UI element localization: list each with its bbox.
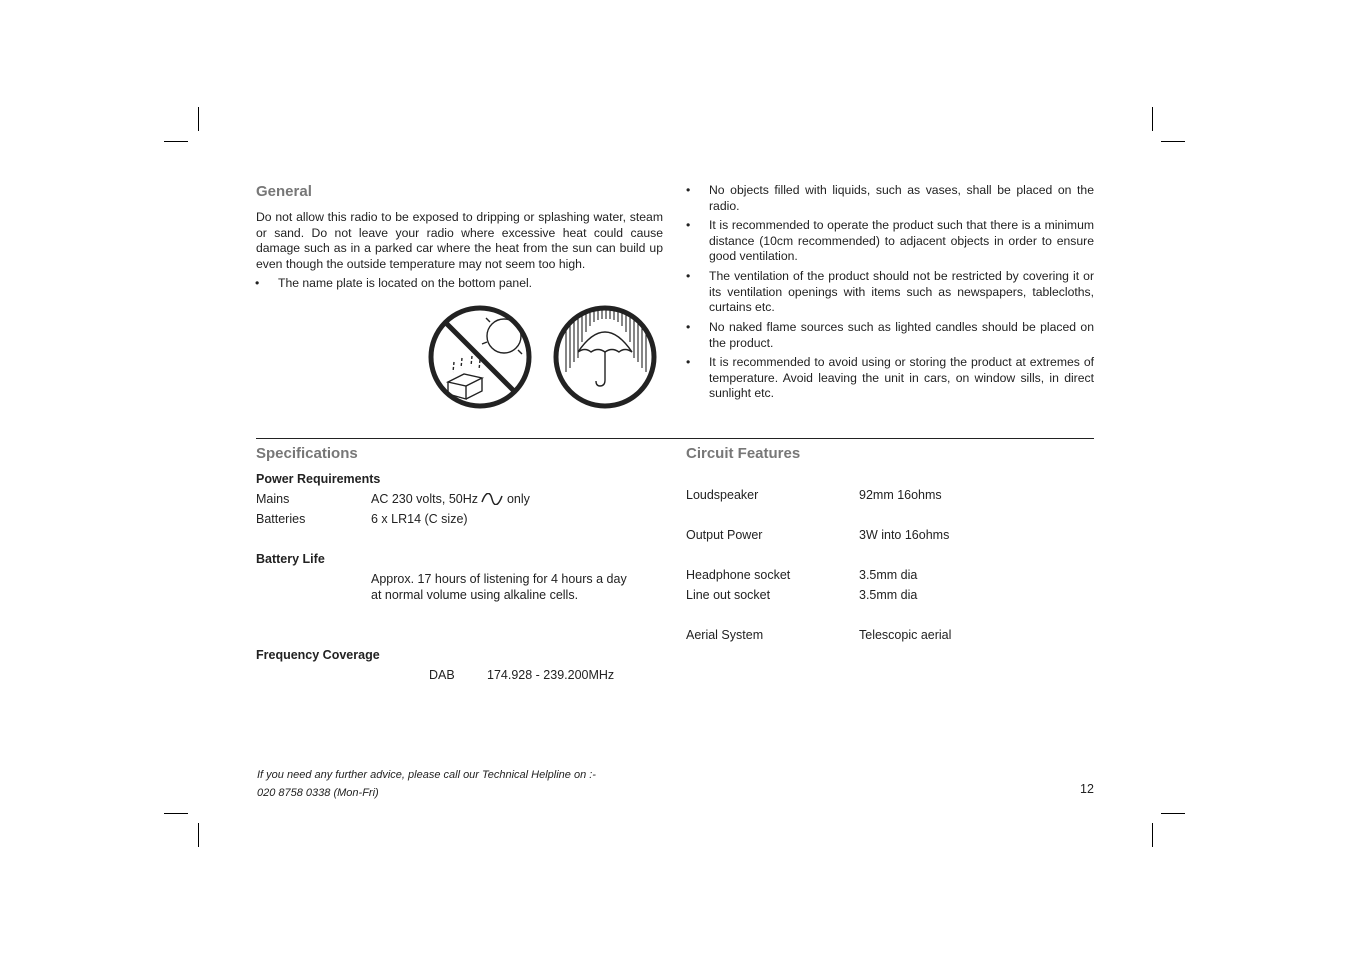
- circuit-label: Headphone socket: [686, 568, 791, 582]
- safety-bullet: [686, 320, 1094, 351]
- circuit-label: Output Power: [686, 528, 763, 542]
- ac-wave-icon: [481, 493, 503, 505]
- crop-mark: [1152, 823, 1153, 847]
- circuit-label: Loudspeaker: [686, 488, 759, 502]
- circuit-features-heading: Circuit Features: [686, 445, 801, 462]
- bullet-text: It is recommended to operate the product such that there is a minimum distance (10cm recommended) to adjacent objects in order to ensure good ventilation.: [709, 218, 1094, 263]
- no-sun-heat-icon: [431, 308, 529, 406]
- band-label: DAB: [429, 668, 455, 682]
- bullet-marker: •: [686, 355, 691, 369]
- bullet-marker: •: [686, 320, 691, 334]
- crop-mark: [1161, 141, 1185, 142]
- safety-bullet: [686, 183, 1094, 214]
- battery-life-line: at normal volume using alkaline cells.: [371, 588, 579, 602]
- crop-mark: [1161, 813, 1185, 814]
- battery-life-heading: Battery Life: [256, 552, 325, 566]
- circuit-label: Aerial System: [686, 628, 764, 642]
- helpline-text: If you need any further advice, please call our Technical Helpline on :-: [257, 769, 596, 781]
- section-divider: [256, 438, 1094, 439]
- specifications-heading: Specifications: [256, 445, 358, 462]
- bullet-text: No naked flame sources such as lighted candles should be placed on the product.: [709, 320, 1094, 350]
- circuit-value: 3W into 16ohms: [859, 528, 950, 542]
- battery-life-line: Approx. 17 hours of listening for 4 hours a day: [371, 572, 627, 586]
- mains-value: [371, 491, 530, 507]
- general-heading: General: [256, 183, 312, 200]
- bullet-marker: •: [686, 269, 691, 283]
- crop-mark: [164, 813, 188, 814]
- bullet-marker: •: [686, 183, 691, 197]
- crop-mark: [198, 823, 199, 847]
- crop-mark: [164, 141, 188, 142]
- crop-mark: [198, 107, 199, 131]
- frequency-coverage-heading: Frequency Coverage: [256, 648, 380, 662]
- bullet-text: No objects filled with liquids, such as vases, shall be placed on the radio.: [709, 183, 1094, 213]
- mains-label: Mains: [256, 492, 290, 506]
- safety-bullet: [686, 218, 1094, 265]
- no-rain-umbrella-icon: [556, 302, 654, 406]
- crop-mark: [1152, 107, 1153, 131]
- bullet-text: The name plate is located on the bottom panel.: [278, 276, 533, 290]
- circuit-label: Line out socket: [686, 588, 771, 602]
- name-plate-bullet: [255, 276, 663, 292]
- safety-bullet: [686, 269, 1094, 316]
- page-number: 12: [1080, 782, 1094, 796]
- warning-icons-svg: [426, 302, 661, 414]
- helpline-number: 020 8758 0338 (Mon-Fri): [257, 787, 379, 799]
- bullet-marker: •: [255, 276, 260, 290]
- safety-bullet: [686, 355, 1094, 402]
- bullet-marker: •: [686, 218, 691, 232]
- mains-value-suffix: only: [506, 492, 530, 506]
- power-requirements-heading: Power Requirements: [256, 472, 381, 486]
- circuit-value: Telescopic aerial: [859, 628, 952, 642]
- warning-icons: [426, 302, 661, 419]
- batteries-value: 6 x LR14 (C size): [371, 512, 468, 526]
- circuit-value: 92mm 16ohms: [859, 488, 942, 502]
- circuit-value: 3.5mm dia: [859, 568, 918, 582]
- band-range: 174.928 - 239.200MHz: [487, 668, 615, 682]
- batteries-label: Batteries: [256, 512, 306, 526]
- bullet-text: It is recommended to avoid using or storing the product at extremes of temperature. Avoid leaving the unit in cars, on window sills, in direct sunlight etc.: [709, 355, 1094, 400]
- general-paragraph: Do not allow this radio to be exposed to dripping or splashing water, steam or sand. Do not leave your radio where excessive heat could cause damage such as in a parked car where the heat from the sun can build up even though the outside temperature may not seem too high.: [256, 210, 663, 271]
- bullet-text: The ventilation of the product should not be restricted by covering it or its ventilation openings with items such as newspapers, tablecloths, curtains etc.: [709, 269, 1094, 314]
- circuit-value: 3.5mm dia: [859, 588, 918, 602]
- mains-value-text: AC 230 volts, 50Hz: [371, 492, 478, 506]
